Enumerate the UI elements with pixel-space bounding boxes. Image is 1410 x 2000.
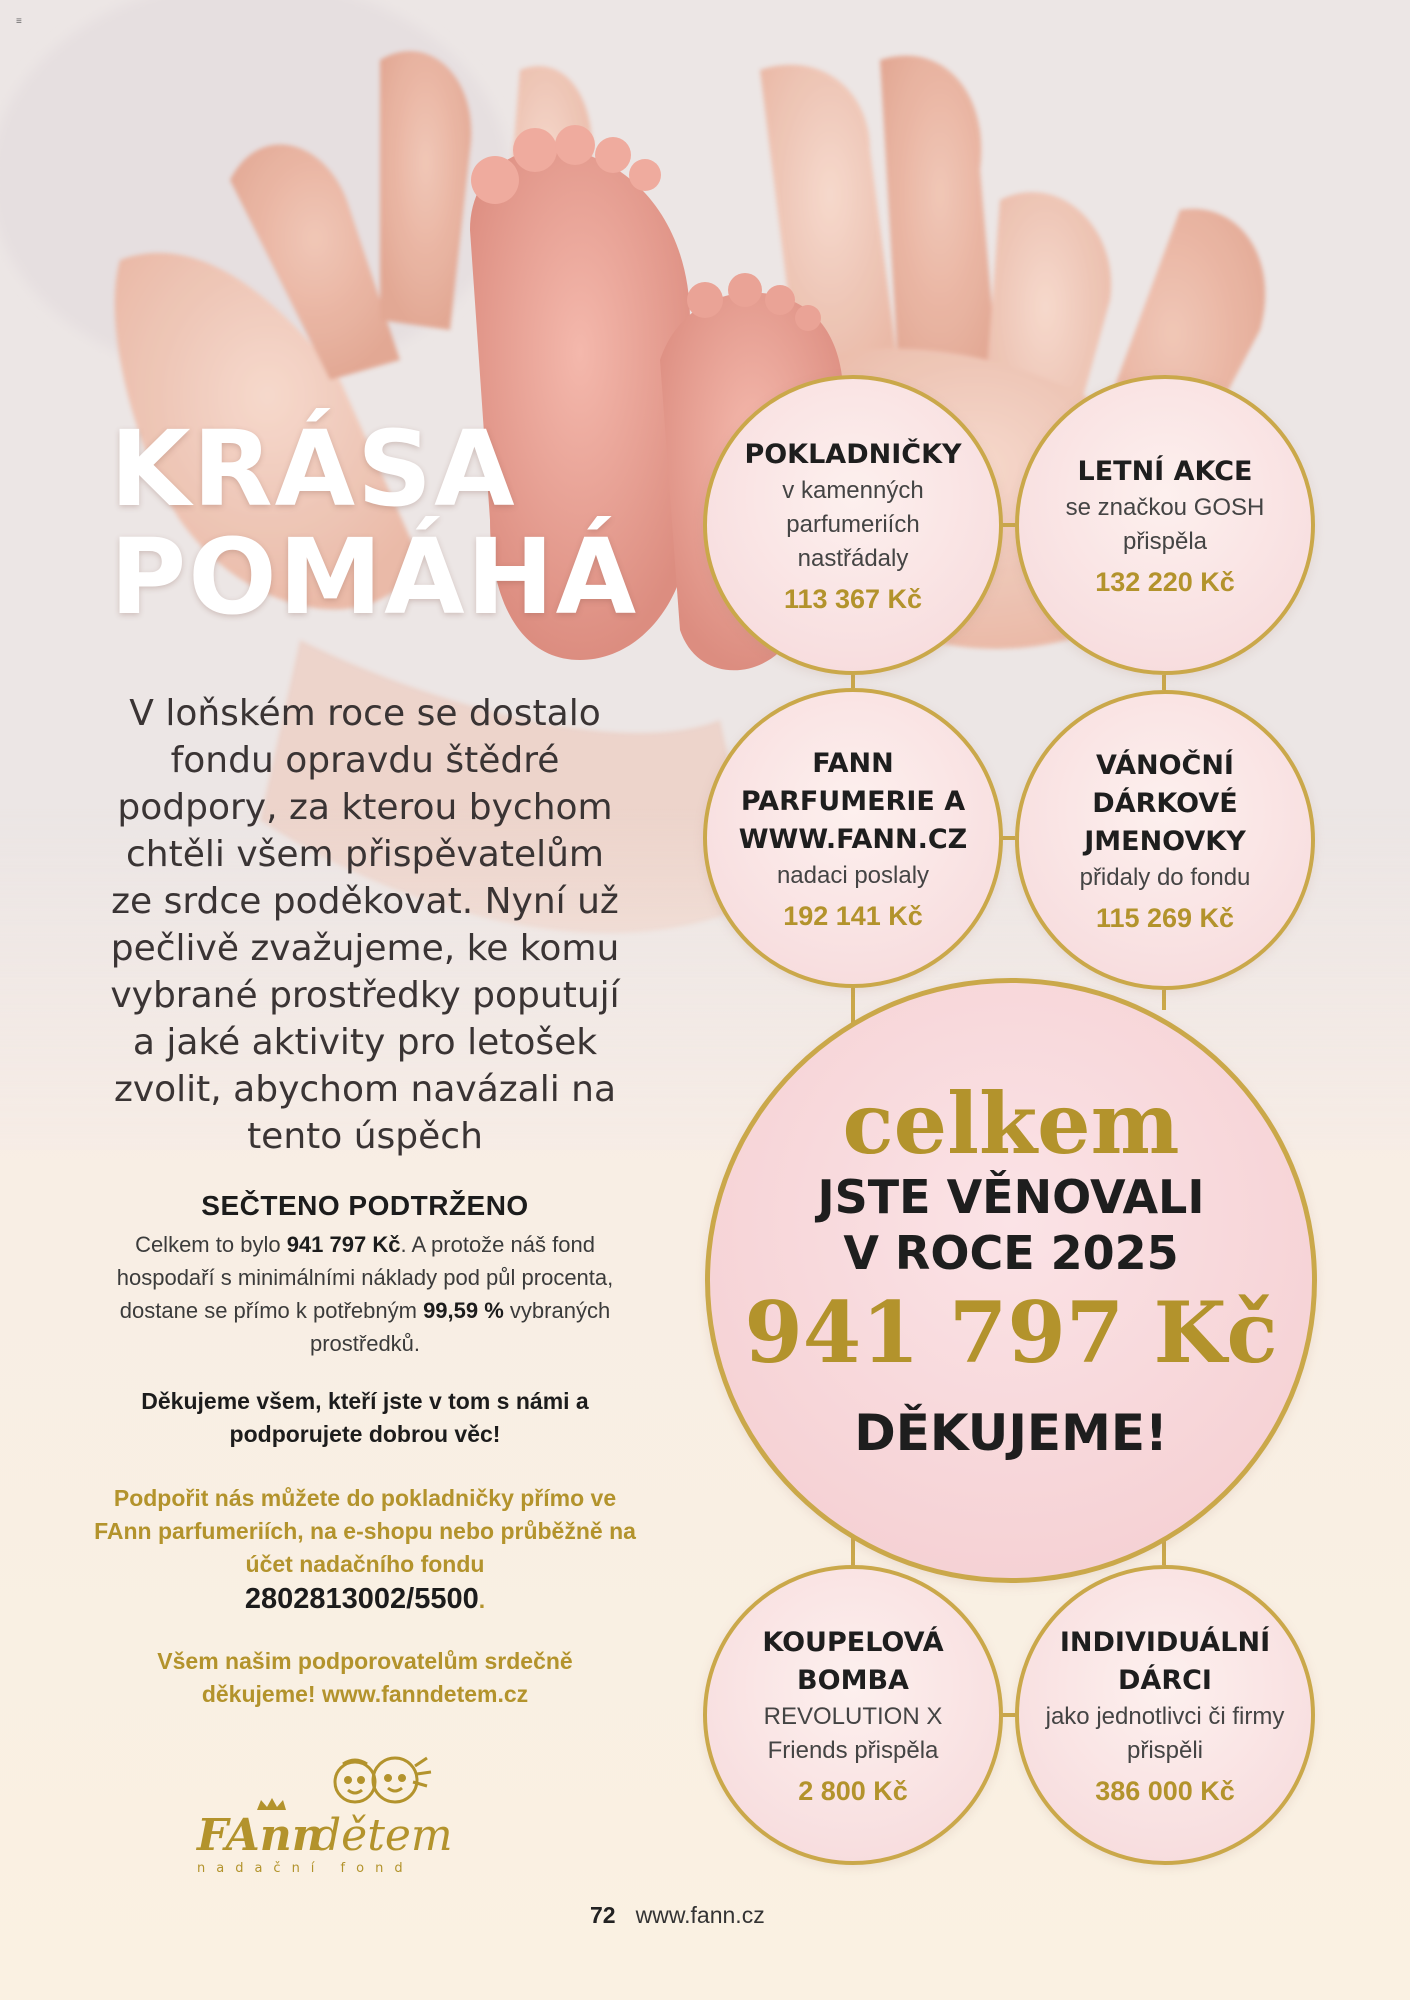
koupelova-bomba-amount: 2 800 Kč bbox=[798, 1775, 908, 1806]
vanocni-jmenovky-title: VÁNOČNÍ DÁRKOVÉ JMENOVKY bbox=[1084, 749, 1246, 857]
final-thanks-text: Všem našim podporovatelům srdečně děkujeme! www.fanndetem.cz bbox=[157, 1648, 573, 1707]
corner-mark: ≡ bbox=[16, 16, 22, 27]
logo-word: dětem bbox=[313, 1810, 453, 1861]
footer-url[interactable]: www.fann.cz bbox=[635, 1902, 765, 1928]
summary-total: 941 797 Kč bbox=[286, 1232, 401, 1257]
logo-brand: FAnn bbox=[197, 1810, 324, 1861]
fann-parfumerie-text: nadaci poslaly bbox=[776, 861, 930, 889]
summary-text-middle: . A protože náš fond hospodaří s minimálními náklady pod půl procenta, dostane se přímo k potřebným bbox=[116, 1232, 614, 1323]
total-thanks: DĚKUJEME! bbox=[854, 1403, 1168, 1462]
circle-total bbox=[705, 978, 1317, 1583]
summary-percent: 99,59 % bbox=[423, 1298, 504, 1323]
koupelova-bomba-title: KOUPELOVÁ BOMBA bbox=[762, 1626, 944, 1696]
pokladnicky-title: POKLADNIČKY bbox=[744, 438, 962, 470]
letni-akce-title: LETNÍ AKCE bbox=[1077, 455, 1253, 487]
individualni-darci-text: jako jednotlivci či firmy přispěli bbox=[1045, 1702, 1285, 1764]
circle-fann-parfumerie bbox=[703, 688, 1003, 988]
total-amount: 941 797 Kč bbox=[744, 1282, 1278, 1382]
letni-akce-text: se značkou GOSH přispěla bbox=[1065, 493, 1265, 555]
fann-parfumerie-amount: 192 141 Kč bbox=[783, 900, 923, 931]
summary-title: SEČTENO PODTRŽENO bbox=[201, 1190, 529, 1221]
page-number: 72 bbox=[590, 1902, 616, 1928]
circle-pokladnicky bbox=[703, 375, 1003, 675]
vanocni-jmenovky-text: přidaly do fondu bbox=[1079, 863, 1251, 891]
individualni-darci-title: INDIVIDUÁLNÍ DÁRCI bbox=[1059, 1626, 1271, 1696]
support-text: Podpořit nás můžete do pokladničky přímo ve FAnn parfumeriích, na e-shopu nebo průběžně na účet nadačního fondu bbox=[94, 1485, 636, 1577]
total-line-2: V ROCE 2025 bbox=[843, 1225, 1179, 1280]
letni-akce-amount: 132 220 Kč bbox=[1095, 566, 1235, 597]
circle-letni-akce bbox=[1015, 375, 1315, 675]
logo-subtitle: nadační fond bbox=[197, 1861, 414, 1876]
pokladnicky-text: v kamenných parfumeriích nastřádaly bbox=[782, 476, 924, 572]
individualni-darci-amount: 386 000 Kč bbox=[1095, 1775, 1235, 1806]
summary-text-before: Celkem to bylo bbox=[135, 1232, 287, 1257]
pokladnicky-amount: 113 367 Kč bbox=[783, 583, 923, 614]
support-period: . bbox=[478, 1587, 486, 1613]
summary-text-after: vybraných prostředků. bbox=[309, 1298, 611, 1356]
thanks-text: Děkujeme všem, kteří jste v tom s námi a podporujete dobrou věc! bbox=[141, 1388, 589, 1447]
total-celkem: celkem bbox=[842, 1073, 1180, 1173]
circle-vanocni-jmenovky bbox=[1015, 690, 1315, 990]
intro-paragraph: V loňském roce se dostalo fondu opravdu štědré podpory, za kterou bychom chtěli všem přispěvatelům ze srdce poděkovat. Nyní už pečlivě zvažujeme, ke komu vybrané prostředky poputují a jaké aktivity pro letošek zvolit, abychom navázali na tento úspěch bbox=[110, 693, 620, 1157]
total-line-1: JSTE VĚNOVALI bbox=[817, 1169, 1205, 1224]
fann-parfumerie-title: FANN PARFUMERIE A WWW.FANN.CZ bbox=[738, 747, 968, 855]
circle-individualni-darci bbox=[1015, 1565, 1315, 1865]
vanocni-jmenovky-amount: 115 269 Kč bbox=[1095, 902, 1235, 933]
circle-koupelova-bomba bbox=[703, 1565, 1003, 1865]
bank-account-number: 2802813002/5500 bbox=[244, 1583, 479, 1615]
headline-line-2: POMÁHÁ bbox=[110, 516, 639, 638]
koupelova-bomba-text: REVOLUTION X Friends přispěla bbox=[763, 1702, 943, 1764]
headline-line-1: KRÁSA bbox=[110, 408, 517, 530]
